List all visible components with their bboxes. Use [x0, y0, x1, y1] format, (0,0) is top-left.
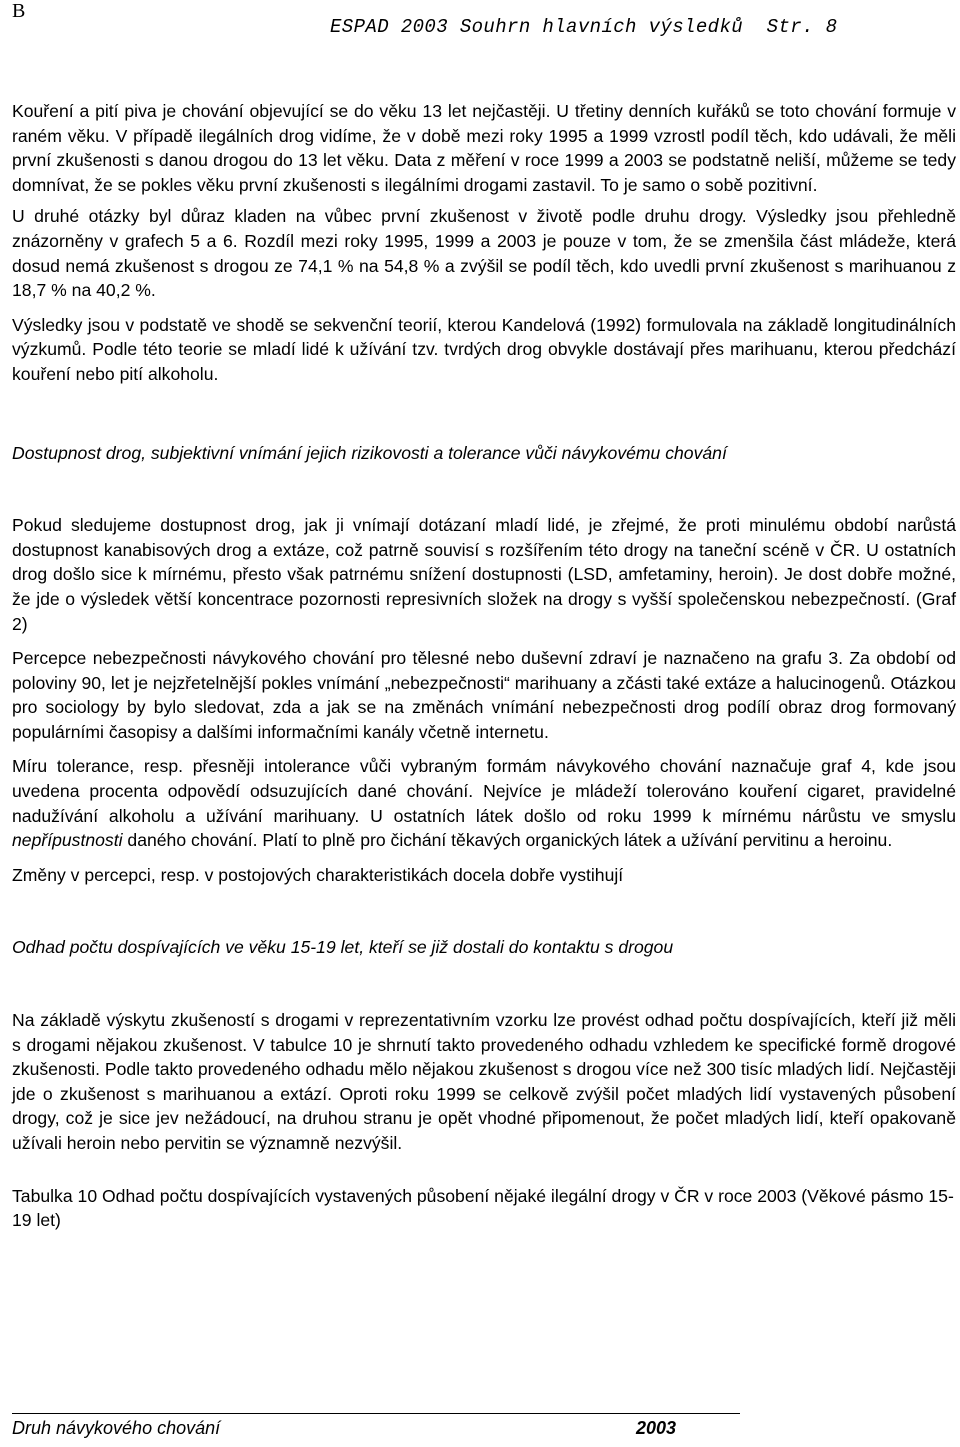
paragraph-2: U druhé otázky byl důraz kladen na vůbec první zkušenost v životě podle druhu drogy. Výsledky jsou přehledně znázorněny v grafech 5 a 6. Rozdíl mezi roky 1995, 1999 a 2003 je pouze v tom, že se zmenšila část mládeže, která dosud nemá zkušenost s drogou ze 74,1 % na 54,8 % a zvýšil se podíl těch, kdo uvedli první zkušenost s marihuanou z 18,7 % na 40,2 %. [12, 206, 956, 301]
section-heading-estimate: Odhad počtu dospívajících ve věku 15-19 let, kteří se již dostali do kontaktu s drogou [12, 937, 674, 958]
section-heading-availability: Dostupnost drog, subjektivní vnímání jejich rizikovosti a tolerance vůči návykovému chování [12, 442, 727, 463]
paragraph-6-emphasis: nepřípustnosti [12, 830, 123, 851]
paragraph-5: Percepce nebezpečnosti návykového chování pro tělesné nebo duševní zdraví je naznačeno na grafu 3. Za období od poloviny 90, let je nejzřetelnější pokles vnímání „nebezpečnosti“ marihuany a zčásti také extáze a halucinogenů. Otázkou pro sociology by bylo sledovat, zda a jak se na změnách vnímání nebezpečnosti drog podílí obraz drog formovaný populárními časopisy a dalšími informačními kanály včetně internetu. [12, 648, 956, 742]
table-header-row [12, 1413, 740, 1440]
table-header-type: Druh návykového chování [12, 1418, 221, 1438]
paragraph-7: Změny v percepci, resp. v postojových charakteristikách docela dobře vystihují [12, 864, 624, 885]
table-caption: Tabulka 10 Odhad počtu dospívajících vystavených působení nějaké ilegální drogy v ČR v roce 2003 (Věkové pásmo 15-19 let) [12, 1185, 954, 1231]
paragraph-8: Na základě výskytu zkušeností s drogami v reprezentativním vzorku lze provést odhad počtu dospívajících, kteří již měli s drogami nějakou zkušenost. V tabulce 10 je shrnutí takto provedeného odhadu vzhledem ke specifické formě drogové zkušenosti. Podle takto provedeného odhadu mělo nějakou zkušenost s drogou více než 300 tisíc mladých lidí. Nejčastěji jde o zkušenost s marihuanou a extází. Oproti roku 1999 se celkově zvýšil počet mladých lidí vystavených působení drogy, což je sice jev nežádoucí, na druhou stranu je opět vhodné připomenout, že počet mladých lidí, kteří opakovaně užívali heroin nebo pervitin se významně nezvýšil. [12, 1010, 956, 1153]
page-corner-letter: B [12, 0, 26, 22]
page-header: ESPAD 2003 Souhrn hlavních výsledků Str. 8 [330, 16, 838, 38]
table-header-year: 2003 [636, 1418, 677, 1438]
paragraph-1: Kouření a pití piva je chování objevující se do věku 13 let nejčastěji. U třetiny denních kuřáků se toto chování formuje v raném věku. V případě ilegálních drog vidíme, že v době mezi roky 1995 a 1999 vzrostl podíl těch, kdo udávali, že měli první zkušenosti s danou drogou do 13 let věku. Data z měření v roce 1999 a 2003 se podstatně neliší, můžeme se tedy domnívat, že se pokles věku první zkušenosti s ilegálními drogami zastavil. To je samo o sobě pozitivní. [12, 101, 956, 195]
paragraph-6-part-a: Míru tolerance, resp. přesněji intolerance vůči vybraným formám návykového chování naznačuje graf 4, kde jsou uvedena procenta odpovědí odsuzujících dané chování. Nejvíce je mládeží tolerováno kouření cigaret, pravidelné nadužívání alkoholu a užívání marihuany. U ostatních látek došlo od roku 1999 k mírnému nárůstu ve smyslu [12, 756, 956, 826]
paragraph-6-part-b: daného chování. Platí to plně pro čichání těkavých organických látek a užívání pervitinu a heroinu. [122, 830, 893, 851]
document-body [12, 99, 956, 1233]
paragraph-4: Pokud sledujeme dostupnost drog, jak ji vnímají dotázaní mladí lidé, je zřejmé, že proti minulému období narůstá dostupnost kanabisových drog a extáze, což patrně souvisí s rozšířením této drogy na taneční scéně v ČR. U ostatních drog došlo sice k mírnému, přesto však patrnému snížení dostupnosti (LSD, amfetaminy, heroin). Je dost dobře možné, že jde o výsledek větší koncentrace pozornosti represivních složek na drogy s vyšší společenskou nebezpečností. (Graf 2) [12, 515, 956, 634]
paragraph-3: Výsledky jsou v podstatě ve shodě se sekvenční teorií, kterou Kandelová (1992) formulovala na základě longitudinálních výzkumů. Podle této teorie se mladí lidé k užívání tzv. tvrdých drog obvykle dostávají přes marihuanu, kterou předchází kouření nebo pití alkoholu. [12, 314, 956, 384]
paragraph-6 [12, 754, 956, 852]
